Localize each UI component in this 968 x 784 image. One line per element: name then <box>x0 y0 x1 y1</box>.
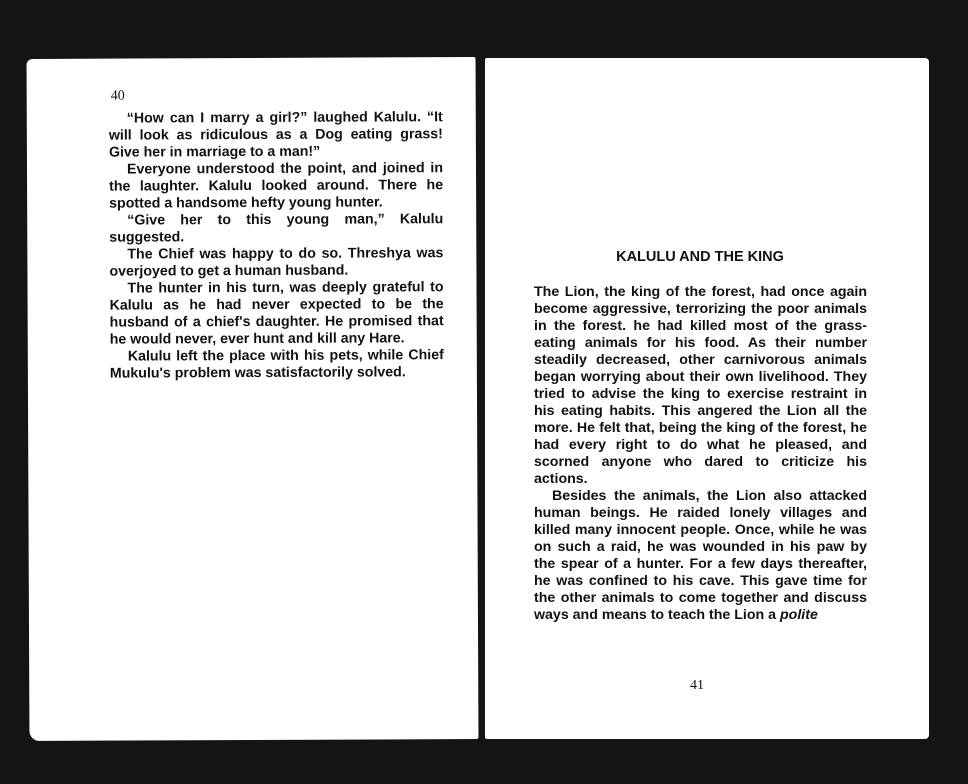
chapter-title: KALULU AND THE KING <box>616 249 784 265</box>
paragraph-text: Besides the animals, the Lion also attacked human beings. He raided lonely villages and killed many innocent people. Once, while he was on such a raid, he was wounded in his paw by the spear of a hunter. For a few days thereafter, he was confined to his cave. This gave time for the other animals to come together and discuss ways and means to teach the Lion a <box>534 488 867 623</box>
paragraph: Kalulu left the place with his pets, while Chief Mukulu's problem was satisfactorily solved. <box>109 347 444 382</box>
paragraph <box>534 488 867 624</box>
emphasized-word: polite <box>780 607 818 623</box>
right-page <box>485 58 929 739</box>
paragraph: The Lion, the king of the forest, had once again become aggressive, terrorizing the poor animals in the forest. he had killed most of the grass-eating animals for his food. As their number steadily decreased, other carnivorous animals began worrying about their own livelihood. They tried to advise the king to exercise restraint in his eating habits. This angered the Lion all the more. He felt that, being the king of the forest, he had every right to do what he pleased, and scorned anyone who dared to criticize his actions. <box>534 284 867 487</box>
paragraph: “How can I marry a girl?” laughed Kalulu. “It will look as ridiculous as a Dog eating grass! Give her in marriage to a man!” <box>108 109 443 161</box>
page-number: 40 <box>110 88 125 104</box>
paragraph: “Give her to this young man,” Kalulu suggested. <box>109 211 444 246</box>
paragraph: The hunter in his turn, was deeply grateful to Kalulu as he had never expected to be the husband of a chief's daughter. He promised that he would never, ever hunt and kill any Hare. <box>109 279 444 348</box>
page-number: 41 <box>690 678 704 693</box>
left-page-text <box>109 109 444 382</box>
paragraph: Everyone understood the point, and joined in the laughter. Kalulu looked around. There he spotted a handsome hefty young hunter. <box>109 160 444 212</box>
right-page-text <box>534 284 867 624</box>
paragraph: The Chief was happy to do so. Threshya was overjoyed to get a human husband. <box>109 245 444 280</box>
left-page <box>27 57 479 741</box>
